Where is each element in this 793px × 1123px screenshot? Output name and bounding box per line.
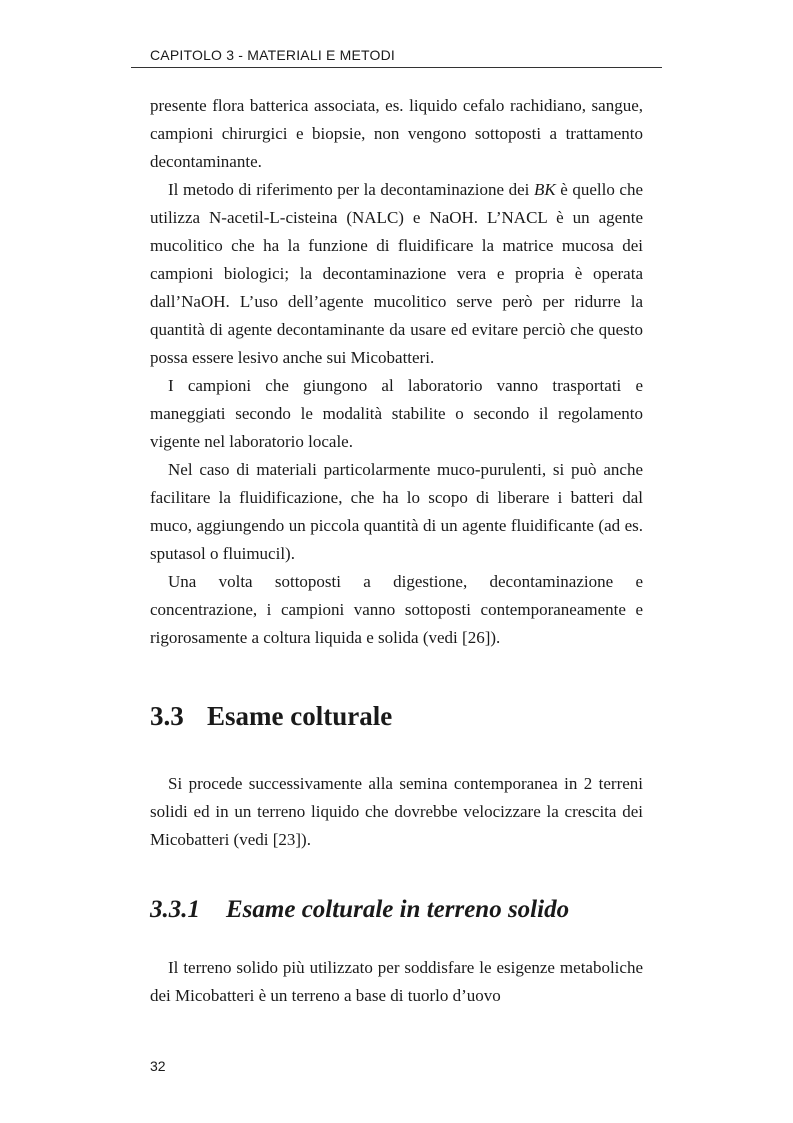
- paragraph-fluidification: Nel caso di materiali particolarmente muco-purulenti, si può anche facilitare la fluidificazione, che ha lo scopo di liberare i batteri dal muco, aggiungendo un piccola quantità di un agente fluidificante (ad es. sputasol o fluimucil).: [150, 460, 643, 563]
- subsection-title: Esame colturale in terreno solido: [226, 896, 570, 923]
- subsection-number: 3.3.1: [150, 896, 200, 923]
- section-number: 3.3: [150, 701, 184, 731]
- paragraph-section-intro: Si procede successivamente alla semina contemporanea in 2 terreni solidi ed in un terreno liquido che dovrebbe velocizzare la crescita dei Micobatteri (vedi [23]).: [150, 774, 643, 849]
- running-header: CAPITOLO 3 - MATERIALI E METODI: [150, 47, 396, 63]
- page-number: 32: [150, 1058, 166, 1074]
- page-body: [150, 92, 643, 1010]
- paragraph-continuation: presente flora batterica associata, es. liquido cefalo rachidiano, sangue, campioni chirurgici e biopsie, non vengono sottoposti a trattamento decontaminante.: [150, 96, 643, 171]
- paragraph-solid-medium: Il terreno solido più utilizzato per soddisfare le esigenze metaboliche dei Micobatteri è un terreno a base di tuorlo d’uovo: [150, 958, 643, 1005]
- bk-abbreviation: BK: [533, 180, 556, 199]
- section-title: Esame colturale: [207, 701, 393, 731]
- paragraph-culture: Una volta sottoposti a digestione, decontaminazione e concentrazione, i campioni vanno sottoposti contemporaneamente e rigorosamente a coltura liquida e solida (vedi [26]).: [150, 572, 643, 647]
- paragraph-text-rest: è quello che utilizza N-acetil-L-cisteina (NALC) e NaOH. L’NACL è un agente mucolitico che ha la funzione di fluidificare la matrice mucosa dei campioni biologici; la decontaminazione vera e propria è operata dall’NaOH. L’uso dell’agente mucolitico serve però per ridurre la quantità di agente decontaminante da usare ed evitare perciò che questo possa essere lesivo anche sui Micobatteri.: [150, 180, 643, 367]
- section-heading: [150, 696, 643, 736]
- paragraph-text-lead: Il metodo di riferimento per la decontaminazione dei: [168, 180, 534, 199]
- subsection-heading: [150, 892, 643, 928]
- header-rule: [131, 67, 662, 68]
- paragraph-decontamination-method: [150, 176, 643, 372]
- paragraph-sample-transport: I campioni che giungono al laboratorio vanno trasportati e maneggiati secondo le modalità stabilite o secondo il regolamento vigente nel laboratorio locale.: [150, 376, 643, 451]
